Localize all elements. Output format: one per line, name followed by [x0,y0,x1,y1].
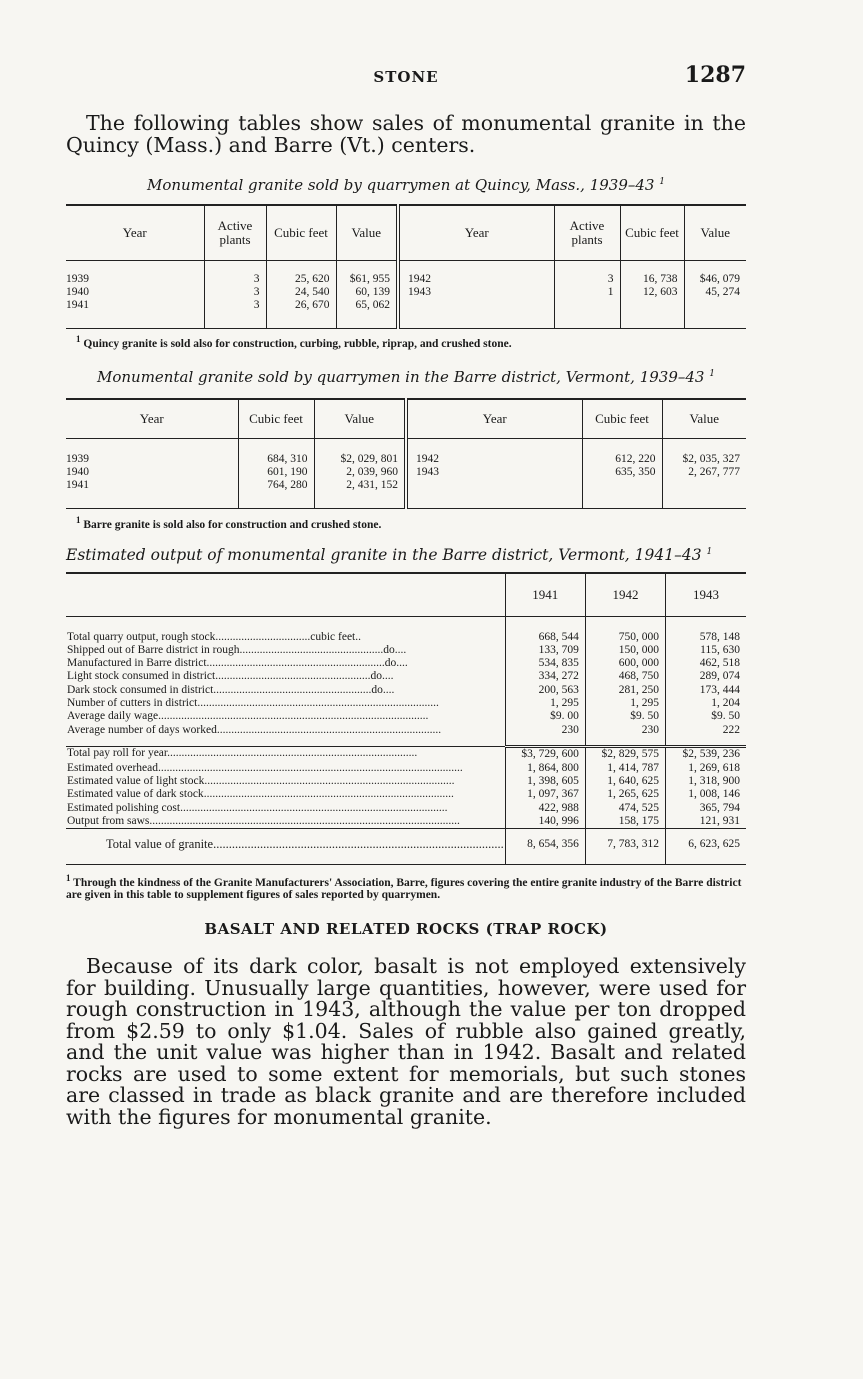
table3-label: Total quarry output, rough stock.................................cubic feet.. [67,630,361,643]
table3-value-1941: 534, 835 [505,657,585,670]
table3-value-1942: 1, 640, 625 [585,775,665,788]
table3-value-1941: 422, 988 [505,802,585,815]
table-row [66,631,746,644]
table2-cubic: 601, 190 [238,466,314,479]
table1-col-plants: Active plants [204,205,266,261]
table3-col-1941: 1941 [505,573,585,617]
table1-col-cubic: Cubic feet [266,205,336,261]
table-row [66,286,746,299]
table3-value-1943: 222 [666,724,746,737]
table-row [66,644,746,657]
table2-barre [66,398,746,509]
table1-cubic: 24, 540 [266,286,336,299]
table3-value-1943: 121, 931 [666,815,746,829]
table-row [66,684,746,697]
table1-plants: 3 [554,273,620,286]
table1-year: 1941 [66,298,89,311]
table3-value-1942: $2, 829, 575 [585,747,665,762]
table2-footnote-mark: 1 [76,515,81,525]
table2-year: 1941 [66,478,89,491]
table3-value-1943: 1, 318, 900 [666,775,746,788]
table3-caption-note: 1 [706,546,713,557]
table3-label: Output from saws............................................................................................................ [66,815,505,829]
table1-caption [66,176,746,194]
table2-value: 2, 039, 960 [314,466,406,479]
table3-value-1942: $9. 50 [585,710,665,723]
row-label: Total quarry output, rough stock [67,630,216,643]
table3-value-1942: 230 [585,724,665,737]
table3-value-1942: 158, 175 [585,815,665,829]
table1-value: 45, 274 [684,286,746,299]
table1-cubic: 26, 670 [266,299,336,312]
table3-value-1941: 1, 097, 367 [505,788,585,801]
table3-value-1943: 289, 074 [666,670,746,683]
table3-estimated-output [66,572,746,865]
table1-plants: 1 [554,286,620,299]
table2-col-value: Value [314,399,406,439]
table3-label: Light stock consumed in district......................................................do.... [67,670,394,683]
table1-plants: 3 [204,286,266,299]
row-label: Estimated value of light stock [67,774,205,787]
table3-label: Manufactured in Barre district..............................................................do.... [67,657,408,670]
row-label: Number of cutters in district [67,696,198,709]
table-row-total [66,829,746,865]
table1-plants: 3 [204,273,266,286]
table1-cubic: 25, 620 [266,273,336,286]
table2-col-cubic: Cubic feet [238,399,314,439]
table1-col-value: Value [336,205,398,261]
running-head [66,64,746,88]
table2-cubic: 612, 220 [582,453,662,466]
table1-plants: 3 [204,299,266,312]
table1-value: $61, 955 [336,273,398,286]
table2-cubic: 684, 310 [238,453,314,466]
table1-cubic: 16, 738 [620,273,684,286]
table3-label: Estimated overhead.......................................................................................................... [67,761,463,774]
page-number: 1287 [684,62,746,88]
section-heading: BASALT AND RELATED ROCKS (TRAP ROCK) [204,920,608,938]
table1-value: 65, 062 [336,299,398,312]
table2-year: 1943 [406,466,582,479]
table3-value-1941: 230 [505,724,585,737]
table3-value-1941: 1, 295 [505,697,585,710]
table3-value-1943: $9. 50 [666,710,746,723]
table-row [66,815,746,829]
table3-value-1941: 668, 544 [505,631,585,644]
table1-header-row [66,205,746,261]
table3-value-1942: 1, 414, 787 [585,762,665,775]
row-label: Total pay roll for year [67,747,168,760]
table2-value: $2, 035, 327 [662,453,746,466]
table2-cubic: 635, 350 [582,466,662,479]
table1-value: 60, 139 [336,286,398,299]
table-row [66,273,746,286]
row-label: Total value of granite [106,837,214,852]
row-label: Estimated value of dark stock [67,788,204,801]
table2-header-row [66,399,746,439]
table3-value-1943: 1, 269, 618 [666,762,746,775]
row-unit: do [371,683,383,696]
table3-value-1941: 1, 864, 800 [505,762,585,775]
table3-value-1943: 462, 518 [666,657,746,670]
table-row [66,747,746,762]
table1-col-year-2: Year [398,205,554,261]
table2-caption-text: Monumental granite sold by quarrymen in the Barre district, Vermont, 1939–43 [97,368,705,386]
table1-col-value-2: Value [684,205,746,261]
table-row [66,788,746,801]
table-row [66,479,746,492]
table3-value-1941: $3, 729, 600 [505,747,585,762]
table3-value-1941: $9. 00 [505,710,585,723]
table3-footnote-mark: 1 [66,873,71,883]
table-row [66,299,746,312]
table-row [66,697,746,710]
row-label: Estimated polishing cost [67,801,181,814]
table3-label: Total pay roll for year....................................................................................... [67,747,418,760]
table1-footnote-mark: 1 [76,334,81,344]
table1-footnote-text: Quincy granite is sold also for construction, curbing, rubble, riprap, and crushed stone. [83,337,512,350]
table1-year: 1943 [398,286,554,299]
table3-value-1942: 600, 000 [585,657,665,670]
table3-caption [66,546,746,564]
row-label: Average daily wage [67,710,159,723]
table2-year: 1942 [406,453,582,466]
table2-cubic: 764, 280 [238,479,314,492]
running-title: STONE [373,68,439,86]
table3-header-row [66,573,746,617]
table3-value-1943: 578, 148 [666,631,746,644]
table3-value-1942: 474, 525 [585,802,665,815]
table2-caption-note: 1 [709,369,715,379]
table3-col-item [66,573,505,617]
table3-col-1943: 1943 [666,573,746,617]
table-row [66,710,746,723]
table3-label: Estimated value of dark stock....................................................................................... [67,788,454,801]
table3-footnote [66,872,746,901]
table3-label: Estimated value of light stock....................................................................................... [67,774,455,787]
table3-value-1942: 750, 000 [585,631,665,644]
table1-caption-note: 1 [659,177,665,187]
table-row [66,453,746,466]
table2-col-year: Year [66,399,238,439]
table3-total-label: Total value of granite............................................................................................. [66,829,505,865]
row-label: Shipped out of Barre district in rough [67,643,240,656]
table3-value-1941: 140, 996 [505,815,585,829]
table3-total-1942: 7, 783, 312 [585,829,665,865]
table2-year: 1939 [66,452,89,465]
table3-label: Dark stock consumed in district.......................................................do.... [67,683,395,696]
table3-value-1942: 281, 250 [585,684,665,697]
body-paragraph: Because of its dark color, basalt is not employed extensively for building. Unusually large quantities, however, were used for rough construction in 1943, although the value per ton dropped from $2.59 to only $1.04. Sales of rubble also gained greatly, and the unit value was higher than in 1942. Basalt and related rocks are used to some extent for memorials, but such stones are classed in trade as black granite and are therefore included with the figures for monumental granite. [66,954,746,1129]
table3-label: Estimated polishing cost............................................................................................. [67,801,448,814]
row-unit: do [383,643,395,656]
table3-total-1943: 6, 623, 625 [666,829,746,865]
table1-value: $46, 079 [684,273,746,286]
row-label: Estimated overhead [67,761,159,774]
table3-value-1943: 173, 444 [666,684,746,697]
table1-quincy [66,204,746,329]
table-row [66,802,746,815]
table1-col-year: Year [66,205,204,261]
table3-label: Average daily wage.............................................................................................. [67,710,429,723]
table3-value-1941: 133, 709 [505,644,585,657]
table3-value-1943: 1, 204 [666,697,746,710]
table3-value-1943: 365, 794 [666,802,746,815]
table3-value-1941: 1, 398, 605 [505,775,585,788]
row-label: Average number of days worked [67,723,217,736]
table3-col-1942: 1942 [585,573,665,617]
table2-col-cubic-2: Cubic feet [582,399,662,439]
table3-value-1941: 200, 563 [505,684,585,697]
table1-year: 1942 [398,273,554,286]
table1-cubic: 12, 603 [620,286,684,299]
table3-label: Number of cutters in district.................................................................................... [67,696,439,709]
table1-year: 1940 [66,285,89,298]
table3-value-1943: 115, 630 [666,644,746,657]
row-label: Dark stock consumed in district [67,683,214,696]
row-label: Manufactured in Barre district [67,657,207,670]
intro-paragraph: The following tables show sales of monumental granite in the Quincy (Mass.) and Barre (Vt.) centers. [66,111,746,157]
table-row [66,775,746,788]
table3-footnote-text: Through the kindness of the Granite Manufacturers' Association, Barre, figures covering the entire granite industry of the Barre district are given in this table to supplement figures of sales reported by quarrymen. [66,876,742,901]
table3-total-1941: 8, 654, 356 [505,829,585,865]
row-unit: cubic feet [310,630,356,643]
table1-col-cubic-2: Cubic feet [620,205,684,261]
table1-caption-text: Monumental granite sold by quarrymen at Quincy, Mass., 1939–43 [147,176,655,194]
table2-col-year-2: Year [406,399,582,439]
table3-caption-text: Estimated output of monumental granite in the Barre district, Vermont, 1941–43 [66,546,702,564]
table-row [66,724,746,737]
table1-col-plants-2: Active plants [554,205,620,261]
table3-label: Shipped out of Barre district in rough..................................................do.... [67,643,407,656]
table3-value-1941: 334, 272 [505,670,585,683]
table1-year: 1939 [66,272,89,285]
table3-label: Average number of days worked.............................................................................. [67,723,442,736]
table2-year: 1940 [66,465,89,478]
table-row [66,466,746,479]
table3-value-1942: 150, 000 [585,644,665,657]
table2-value: 2, 431, 152 [314,479,406,492]
table3-value-1942: 468, 750 [585,670,665,683]
row-label: Output from saws [67,814,150,827]
row-label: Light stock consumed in district [67,670,216,683]
table-row [66,657,746,670]
table-row [66,670,746,683]
row-unit: do [384,657,397,670]
table2-footnote [76,514,756,531]
table2-value: 2, 267, 777 [662,466,746,479]
table2-col-value-2: Value [662,399,746,439]
table3-value-1942: 1, 295 [585,697,665,710]
table3-value-1942: 1, 265, 625 [585,788,665,801]
table2-footnote-text: Barre granite is sold also for construction and crushed stone. [83,518,382,531]
table-row [66,762,746,775]
table3-value-1943: 1, 008, 146 [666,788,746,801]
table2-caption [66,368,746,386]
table3-value-1943: $2, 539, 236 [666,747,746,762]
table1-footnote [76,333,756,350]
row-unit: do [370,670,382,683]
table2-value: $2, 029, 801 [314,453,406,466]
